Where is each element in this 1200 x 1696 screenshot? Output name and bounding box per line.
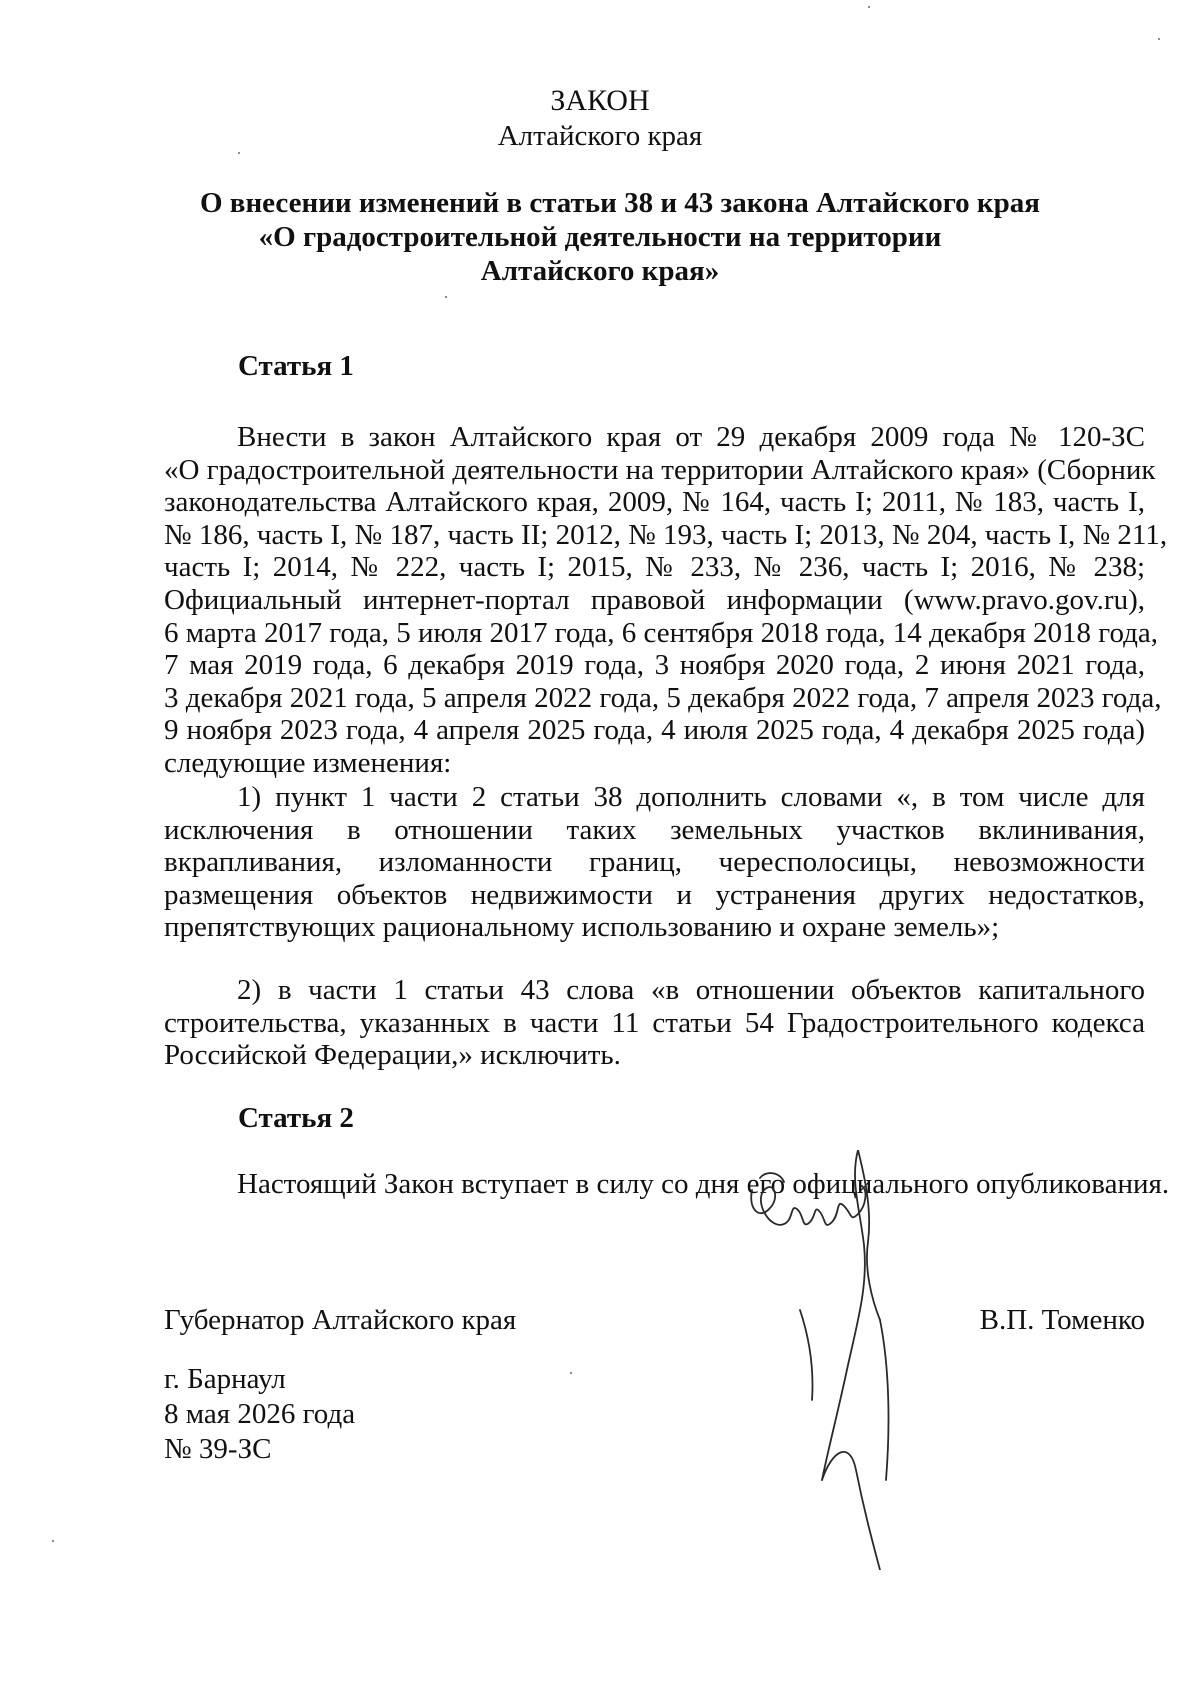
paragraph-line: 6 марта 2017 года, 5 июля 2017 года, 6 сентября 2018 года, 14 декабря 2018 года, bbox=[164, 616, 1159, 649]
paragraph-line: 3 декабря 2021 года, 5 апреля 2022 года, 5 декабря 2022 года, 7 апреля 2023 года, bbox=[164, 681, 1162, 714]
paragraph-line: законодательства Алтайского края, 2009, № 164, часть I; 2011, № 183, часть I, bbox=[164, 486, 1145, 519]
amendment-item-1 bbox=[164, 781, 1145, 944]
scan-speck bbox=[52, 1540, 54, 1542]
article-2-text bbox=[164, 1168, 1170, 1201]
place-date-block bbox=[164, 1362, 355, 1467]
amendment-item-2 bbox=[164, 974, 1145, 1072]
paragraph-line: следующие изменения: bbox=[164, 746, 452, 779]
law-region: Алтайского края bbox=[497, 120, 703, 152]
law-title: ЗАКОН bbox=[550, 84, 650, 117]
paragraph-line: строительства, указанных в части 11 статьи 54 Градостроительного кодекса bbox=[164, 1006, 1145, 1039]
article-1-intro bbox=[164, 421, 1168, 780]
scan-speck bbox=[1158, 38, 1160, 40]
paragraph-line: «О градостроительной деятельности на территории Алтайского края» (Сборник bbox=[164, 453, 1156, 486]
law-subject-line: О внесении изменений в статьи 38 и 43 закона Алтайского края bbox=[200, 187, 1040, 219]
paragraph-line: Российской Федерации,» исключить. bbox=[164, 1039, 621, 1072]
scan-speck bbox=[868, 6, 870, 8]
paragraph-line: Настоящий Закон вступает в силу со дня его официального опубликования. bbox=[237, 1168, 1170, 1200]
paragraph-line: № 186, часть I, № 187, часть II; 2012, № 193, часть I; 2013, № 204, часть I, № 211, bbox=[164, 518, 1168, 551]
place: г. Барнаул bbox=[164, 1363, 286, 1395]
paragraph-line: исключения в отношении таких земельных участков вклинивания, bbox=[164, 813, 1145, 846]
scan-speck bbox=[570, 1372, 572, 1374]
law-number: № 39-ЗС bbox=[164, 1433, 272, 1465]
scan-speck bbox=[445, 296, 447, 298]
paragraph-line: часть I; 2014, № 222, часть I; 2015, № 233, № 236, часть I; 2016, № 238; bbox=[164, 551, 1145, 584]
signatory-position: Губернатор Алтайского края bbox=[164, 1304, 517, 1336]
paragraph-line: вкрапливания, изломанности границ, чересполосицы, невозможности bbox=[164, 846, 1145, 879]
signatory-name: В.П. Томенко bbox=[979, 1304, 1145, 1336]
law-subject-line: «О градостроительной деятельности на территории bbox=[258, 221, 942, 253]
paragraph-line: 2) в части 1 статьи 43 слова «в отношении объектов капитального bbox=[237, 974, 1145, 1006]
law-subject-line: Алтайского края» bbox=[480, 255, 720, 287]
article-2-heading: Статья 2 bbox=[238, 1102, 354, 1134]
date: 8 мая 2026 года bbox=[164, 1398, 356, 1430]
article-1-heading: Статья 1 bbox=[238, 350, 354, 382]
paragraph-line: размещения объектов недвижимости и устранения других недостатков, bbox=[164, 878, 1145, 911]
paragraph-line: 9 ноября 2023 года, 4 апреля 2025 года, 4 июля 2025 года, 4 декабря 2025 года) bbox=[164, 714, 1145, 747]
paragraph-line: Официальный интернет-портал правовой информации (www.pravo.gov.ru), bbox=[164, 583, 1145, 616]
paragraph-line: препятствующих рациональному использованию и охране земель»; bbox=[164, 911, 1000, 944]
paragraph-line: 7 мая 2019 года, 6 декабря 2019 года, 3 ноября 2020 года, 2 июня 2021 года, bbox=[164, 649, 1145, 682]
paragraph-line: Внести в закон Алтайского края от 29 декабря 2009 года № 120-ЗС bbox=[237, 421, 1145, 453]
paragraph-line: 1) пункт 1 части 2 статьи 38 дополнить словами «, в том числе для bbox=[237, 781, 1145, 813]
handwritten-signature bbox=[740, 1150, 940, 1570]
law-subject bbox=[200, 186, 1040, 288]
scan-speck bbox=[238, 152, 240, 154]
